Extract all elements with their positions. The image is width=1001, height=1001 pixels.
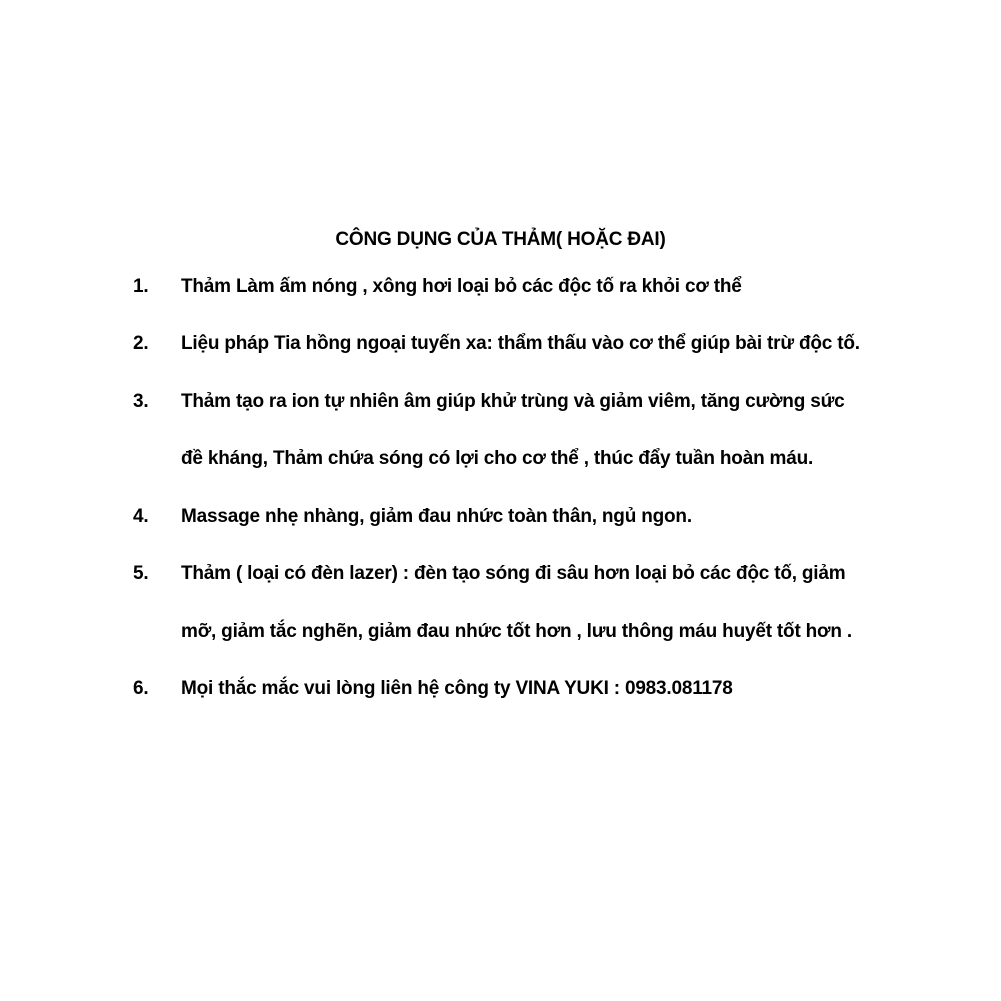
list-item-text-continuation: đề kháng, Thảm chứa sóng có lợi cho cơ thể , thúc đẩy tuần hoàn máu. <box>181 448 814 469</box>
list-item-number: 2. <box>133 333 149 354</box>
list-item-number: 6. <box>133 678 149 699</box>
document-title: CÔNG DỤNG CỦA THẢM( HOẶC ĐAI) <box>335 229 666 250</box>
list-item-number: 4. <box>133 506 149 527</box>
list-item-text: Massage nhẹ nhàng, giảm đau nhức toàn thân, ngủ ngon. <box>181 506 692 527</box>
list-item-text: Thảm ( loại có đèn lazer) : đèn tạo sóng đi sâu hơn loại bỏ các độc tố, giảm <box>181 563 846 584</box>
list-item-text: Thảm Làm ấm nóng , xông hơi loại bỏ các độc tố ra khỏi cơ thể <box>181 276 742 297</box>
list-item-number: 3. <box>133 391 149 412</box>
list-item-text: Liệu pháp Tia hồng ngoại tuyến xa: thẩm thấu vào cơ thể giúp bài trừ độc tố. <box>181 333 860 354</box>
list-item-text-continuation: mỡ, giảm tắc nghẽn, giảm đau nhức tốt hơn , lưu thông máu huyết tốt hơn . <box>181 621 852 642</box>
list-item-number: 1. <box>133 276 149 297</box>
list-item-number: 5. <box>133 563 149 584</box>
list-item-text: Mọi thắc mắc vui lòng liên hệ công ty VINA YUKI : 0983.081178 <box>181 678 733 699</box>
list-item-text: Thảm tạo ra ion tự nhiên âm giúp khử trùng và giảm viêm, tăng cường sức <box>181 391 845 412</box>
